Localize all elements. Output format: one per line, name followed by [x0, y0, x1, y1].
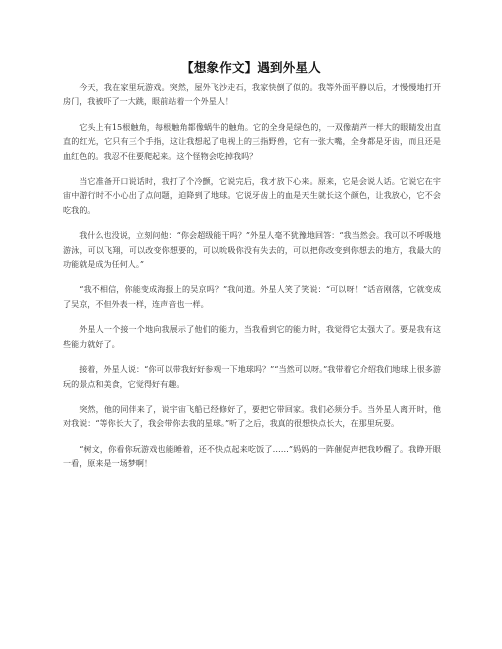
paragraph-2: 它头上有15根触角，每根触角都像蜗牛的触角。它的全身是绿色的，一双像葫芦一样大的眼睛发出直直的红光，它只有三个手指，这让我想起了电视上的三指野兽，它有一张大嘴，全身都是牙齿，而且还是血红色的。我忍不住要爬起来。这个怪物会吃掉我吗？ [63, 121, 441, 161]
paragraph-8: 突然，他的同伴来了，说宇宙飞船已经修好了，要把它带回家。我们必须分手。当外星人离开时，他对我说：“等你长大了，我会带你去我的星球。”听了之后，我真的很想快点长大，在那里玩耍。 [63, 403, 441, 429]
paragraph-7: 接着，外星人说：“你可以带我好好参观一下地球吗？”“当然可以呀。”我带着它介绍我们地球上很多游玩的景点和美食，它觉得好有趣。 [63, 364, 441, 389]
paragraph-5: “我不相信，你能变成海报上的吴京吗？”我问道。外星人笑了笑说：“可以呀！”话音刚落，它就变成了吴京，不但外表一样，连声音也一样。 [63, 284, 441, 309]
paragraph-9: “树文，你看你玩游戏也能睡着，还不快点起来吃饭了……”妈妈的一阵催促声把我吵醒了。我睁开眼一看，原来是一场梦啊！ [63, 443, 441, 469]
paragraph-3: 当它准备开口说话时，我打了个冷颤，它说完后，我才放下心来。原来，它是会说人话。它说它在宇宙中游行时不小心出了点问题，迫降到了地球。它说牙齿上的血是天生就长这个颜色，让我放心，它不会吃我的。 [63, 176, 441, 215]
document-title: 【想象作文】遇到外星人 [181, 60, 321, 75]
paragraph-6: 外星人一个接一个地向我展示了他们的能力，当我看到它的能力时，我觉得它太强大了。要是我有这些能力就好了。 [63, 324, 441, 349]
paragraph-1: 今天，我在家里玩游戏。突然，屋外飞沙走石，我家快倒了似的。我等外面平静以后，才慢慢地打开房门，我被吓了一大跳，眼前站着一个外星人！ [63, 82, 441, 107]
document-body [63, 80, 441, 482]
paragraph-4: 我什么也没说，立刻问他：“你会超级能干吗？”外星人毫不犹豫地回答：“我当然会。我可以不呼吸地游泳，可以飞翔，可以改变你想要的，可以吮吸你没有失去的，可以把你改变到你想去的地方，我最大的功能就是成为任何人。” [63, 230, 441, 270]
